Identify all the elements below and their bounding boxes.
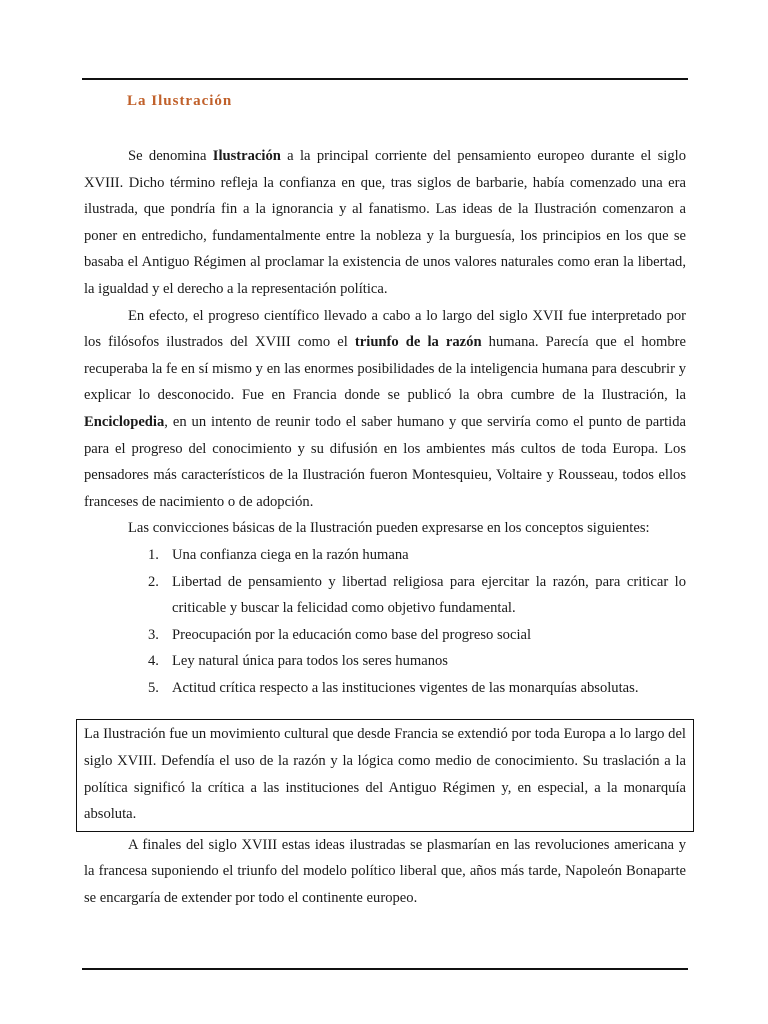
text-span: , en un intento de reunir todo el saber humano y que serviría como el punto de partida para el progreso del conocimiento y su difusión en los ambientes más cultos de toda Europa. Los pensadores más característicos de la Ilustración fueron Montesquieu, Voltaire y Rousseau, todos ellos franceses de nacimiento o de adopción. — [84, 413, 686, 510]
bold-term: Enciclopedia — [84, 413, 165, 430]
page-title: La Ilustración — [127, 93, 233, 109]
text-span: a la principal corriente del pensamiento europeo durante el siglo XVIII. Dicho término refleja la confianza en que, tras siglos de barbarie, había comenzado una era ilustrada, que pondría fin a la ignorancia y al fanatismo. Las ideas de la Ilustración comenzaron a poner en entredicho, fundamentalmente entre la nobleza y la burguesía, los principios en los que se basaba el Antiguo Régimen al proclamar la existencia de unos valores naturales como eran la libertad, la igualdad y el derecho a la representación política. — [84, 148, 686, 297]
top-rule — [82, 78, 688, 80]
list-number: 3. — [148, 626, 159, 643]
summary-text: La Ilustración fue un movimiento cultural que desde Francia se extendió por toda Europa a lo largo del siglo XVIII. Defendía el uso de la razón y la lógica como medio de conocimiento. Su traslación a la política significó la crítica a las instituciones del Antiguo Régimen y, en especial, a la monarquía absoluta. — [84, 726, 686, 823]
list-text: Actitud crítica respecto a las instituciones vigentes de las monarquías absolutas. — [172, 679, 639, 696]
text-span: En efecto, el progreso científico llevado a cabo a lo largo del siglo XVII fue interpretado por los filósofos ilustrados del XVIII como el — [84, 307, 686, 351]
list-number: 4. — [148, 653, 159, 670]
text-span: Se denomina — [128, 148, 213, 164]
list-item — [148, 648, 686, 675]
text-span: humana. Parecía que el hombre recuperaba la fe en sí mismo y en las enormes posibilidades de la inteligencia humana para descubrir y explicar lo desconocido. Fue en Francia donde se publicó la obra cumbre de la Ilustración, la — [84, 334, 686, 404]
list-item — [148, 622, 686, 649]
list-number: 2. — [148, 573, 159, 590]
list-text: Libertad de pensamiento y libertad religiosa para ejercitar la razón, para criticar lo criticable y buscar la felicidad como objetivo fundamental. — [172, 573, 686, 617]
bold-term: triunfo de la razón — [354, 334, 482, 351]
paragraph-4: A finales del siglo XVIII estas ideas ilustradas se plasmarían en las revoluciones americana y la francesa suponiendo el triunfo del modelo político liberal que, años más tarde, Napoleón Bonaparte se encargaría de extender por todo el continente europeo. — [84, 836, 686, 907]
convictions-list — [84, 542, 686, 702]
list-text: Ley natural única para todos los seres humanos — [172, 653, 448, 670]
paragraph-2 — [84, 303, 686, 516]
list-text: Una confianza ciega en la razón humana — [172, 546, 409, 563]
list-item — [148, 542, 686, 569]
paragraph-1 — [84, 143, 686, 303]
paragraph-3: Las convicciones básicas de la Ilustración pueden expresarse en los conceptos siguientes: — [128, 520, 650, 537]
list-number: 1. — [148, 546, 159, 563]
bold-term: Ilustración — [212, 148, 281, 164]
list-item — [148, 569, 686, 622]
document-body — [84, 143, 686, 912]
list-text: Preocupación por la educación como base del progreso social — [172, 626, 532, 643]
list-item — [148, 675, 686, 702]
summary-box — [76, 719, 694, 831]
bottom-rule — [82, 968, 688, 970]
list-number: 5. — [148, 679, 159, 696]
